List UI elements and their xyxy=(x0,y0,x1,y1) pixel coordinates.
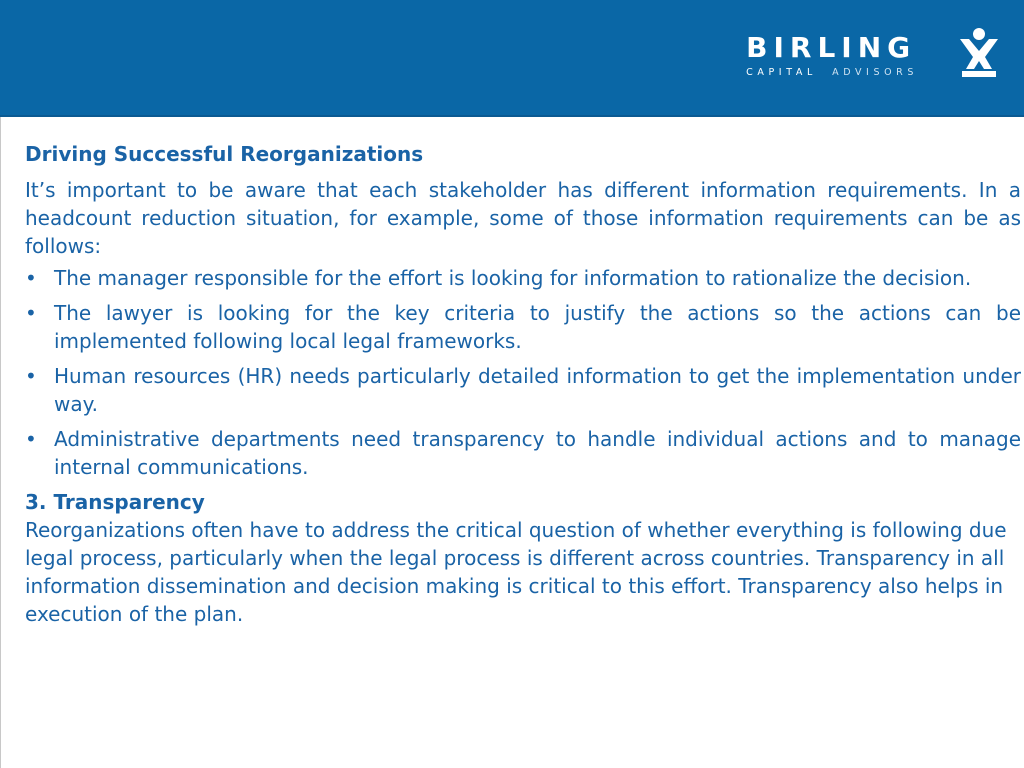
list-item-text: Human resources (HR) needs particularly detailed information to get the implementation under way. xyxy=(54,364,1021,416)
brand-tagline-advisors: ADVISORS xyxy=(832,67,918,78)
brand-logo xyxy=(746,33,918,78)
brand-tagline xyxy=(746,68,918,78)
transparency-paragraph: Reorganizations often have to address the critical question of whether everything is following due legal process, particularly when the legal process is different across countries. Transparency in all information dissemination and decision making is critical to this effort. Transparency also helps in execution of the plan. xyxy=(25,518,1007,626)
brand-tagline-capital: CAPITAL xyxy=(746,67,817,78)
bullet-icon: • xyxy=(25,364,37,388)
bullet-icon: • xyxy=(25,301,37,325)
person-figure-icon xyxy=(958,27,1000,77)
list-item xyxy=(25,299,1021,355)
section-title: 3. Transparency xyxy=(25,490,205,514)
list-item xyxy=(25,425,1021,481)
article-heading: Driving Successful Reorganizations xyxy=(25,142,424,166)
list-item-text: Administrative departments need transparency to handle individual actions and to manage internal communications. xyxy=(54,427,1021,479)
bullet-icon: • xyxy=(25,266,37,290)
article-body xyxy=(25,140,1021,628)
brand-name: BIRLING xyxy=(746,31,917,64)
bullet-icon: • xyxy=(25,427,37,451)
list-item-text: The manager responsible for the effort is looking for information to rationalize the decision. xyxy=(54,266,972,290)
list-item xyxy=(25,264,1021,292)
stakeholder-list xyxy=(25,264,1021,481)
header-banner xyxy=(0,0,1024,117)
list-item xyxy=(25,362,1021,418)
list-item-text: The lawyer is looking for the key criteria to justify the actions so the actions can be implemented following local legal frameworks. xyxy=(54,301,1021,353)
intro-paragraph: It’s important to be aware that each stakeholder has different information requirements. In a headcount reduction situation, for example, some of those information requirements can be as follows: xyxy=(25,178,1021,258)
